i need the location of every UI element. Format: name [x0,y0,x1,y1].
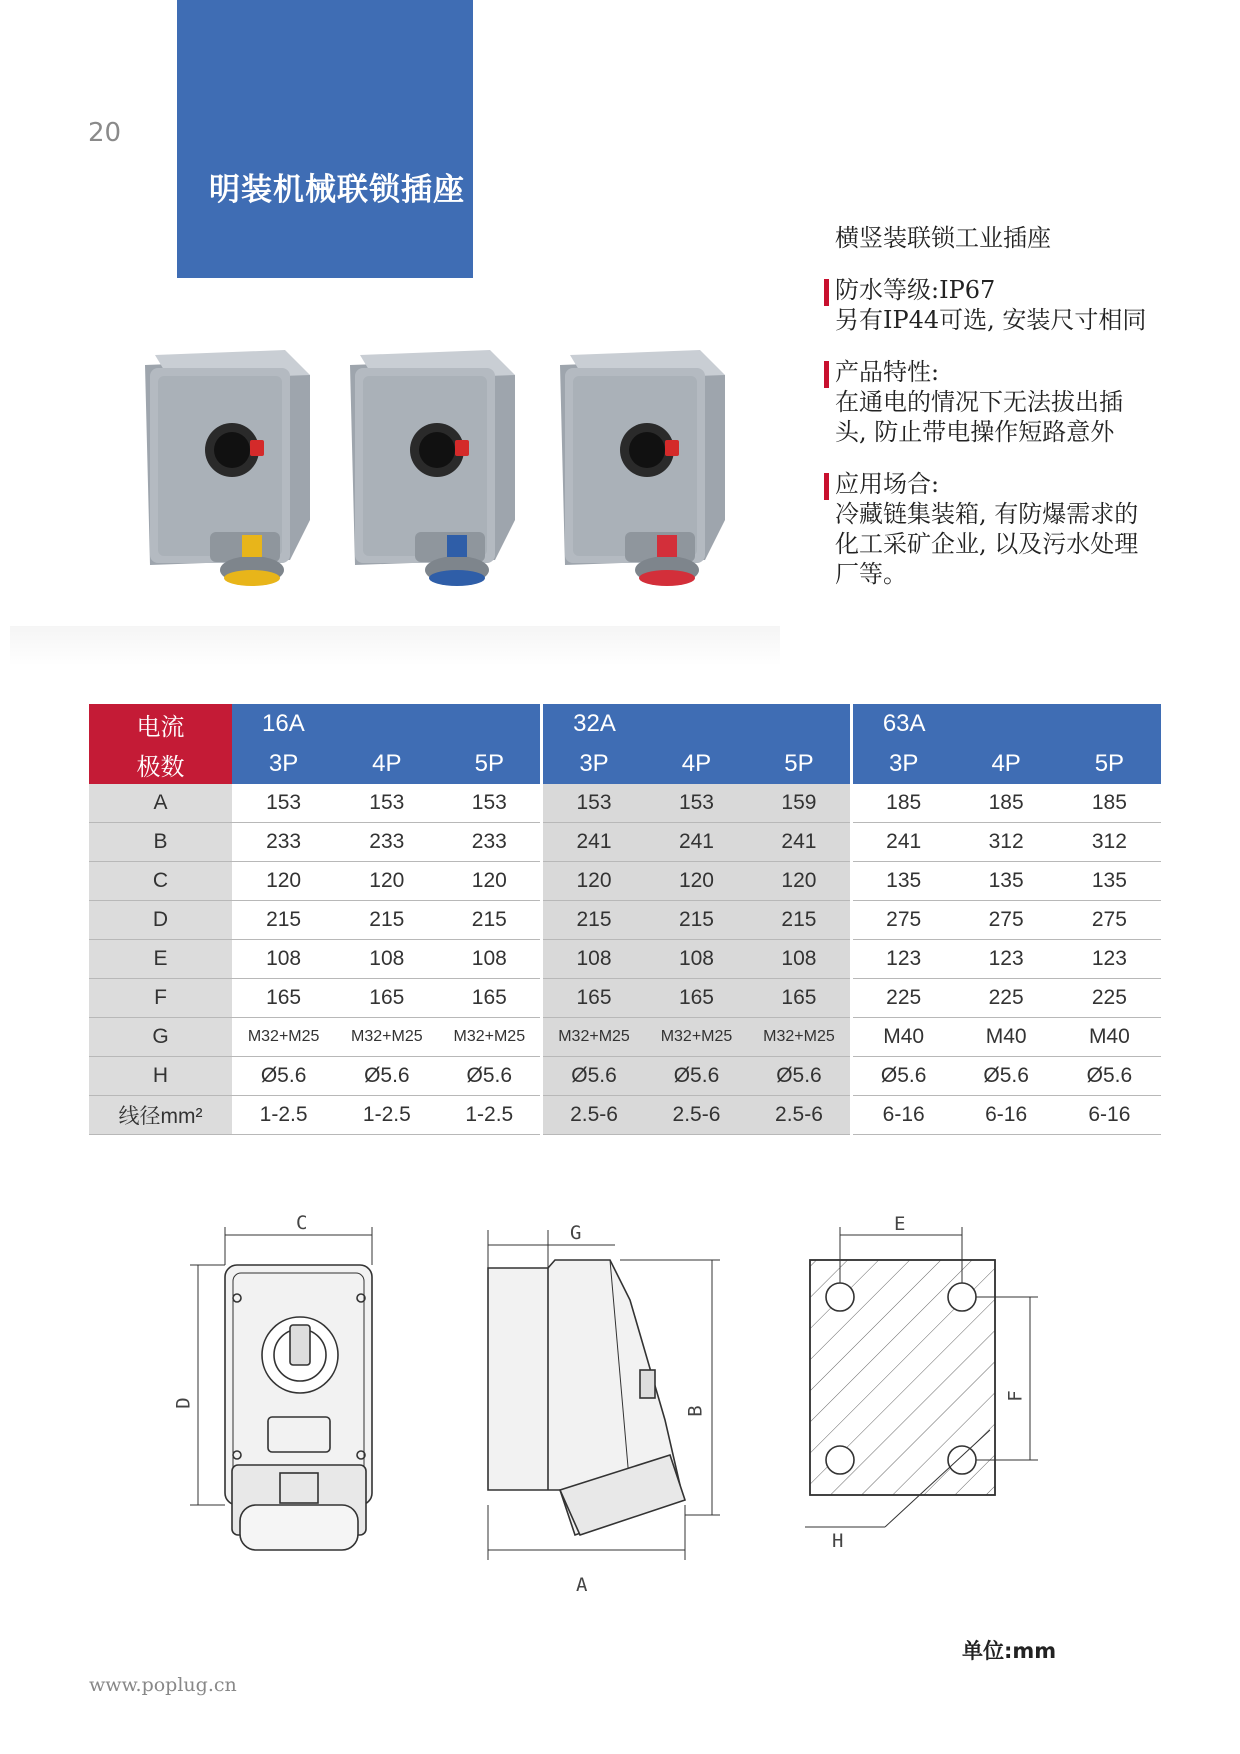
dim-label-e: E [894,1213,906,1235]
info-line: 在通电的情况下无法拔出插 [835,388,1123,416]
info-line: 冷藏链集装箱, 有防爆需求的 [835,500,1139,528]
table-cell: Ø5.6 [955,1057,1058,1096]
mounting-pattern-drawing [805,1227,1038,1527]
info-section-applications [835,469,1195,589]
info-panel [835,218,1195,589]
info-section-features [835,357,1195,447]
table-row [89,901,1161,940]
row-label: E [89,940,232,979]
table-cell: 215 [438,901,541,940]
pole-header: 5P [438,744,541,784]
row-label: H [89,1057,232,1096]
info-line: 化工采矿企业, 以及污水处理 [835,530,1139,558]
table-cell: 165 [542,979,645,1018]
table-cell: 233 [438,823,541,862]
footer-url: www.poplug.cn [89,1674,237,1696]
table-cell: 123 [1058,940,1161,979]
photo-shadow [10,626,780,666]
table-row [89,823,1161,862]
table-cell: Ø5.6 [232,1057,335,1096]
pole-header: 5P [1058,744,1161,784]
table-cell: 153 [335,784,438,823]
table-cell: 225 [851,979,954,1018]
table-row [89,784,1161,823]
table-cell: 1-2.5 [438,1096,541,1135]
table-cell: 165 [335,979,438,1018]
row-label: B [89,823,232,862]
table-cell: 108 [438,940,541,979]
group-header-16a: 16A [232,704,542,744]
table-cell: M32+M25 [645,1018,748,1057]
row-label: A [89,784,232,823]
table-cell: 108 [645,940,748,979]
technical-drawings [0,1205,1240,1625]
section-marker [824,361,829,388]
table-cell: 153 [645,784,748,823]
table-cell: M40 [955,1018,1058,1057]
page-number: 20 [88,118,122,148]
table-cell: 275 [955,901,1058,940]
dim-label-g: G [570,1222,582,1244]
table-cell: 225 [955,979,1058,1018]
table-cell: 120 [542,862,645,901]
dim-label-a: A [576,1574,588,1596]
info-line: 头, 防止带电操作短路意外 [835,418,1115,446]
table-cell: M32+M25 [542,1018,645,1057]
table-cell: 135 [851,862,954,901]
table-cell: 185 [1058,784,1161,823]
table-cell: 120 [748,862,851,901]
table-cell: 275 [1058,901,1161,940]
info-subtitle: 横竖装联锁工业插座 [835,224,1051,252]
table-cell: 120 [645,862,748,901]
table-row [89,1018,1161,1057]
table-cell: 312 [955,823,1058,862]
row-label: G [89,1018,232,1057]
product-illustration [0,340,800,670]
dim-label-c: C [296,1212,308,1234]
unit-label: 单位:mm [962,1639,1057,1663]
table-cell: 215 [232,901,335,940]
table-cell: 6-16 [1058,1096,1161,1135]
title-block [177,0,473,278]
table-row [89,940,1161,979]
label-poles: 极数 [89,744,232,784]
table-cell: 120 [438,862,541,901]
table-cell: 108 [335,940,438,979]
socket-product-image [350,350,515,586]
section-marker [824,279,829,306]
row-label: F [89,979,232,1018]
header-row-current [89,704,1161,744]
pole-header: 3P [232,744,335,784]
section-marker [824,473,829,500]
table-cell: 165 [232,979,335,1018]
dim-label-h: H [832,1530,844,1552]
table-cell: 120 [232,862,335,901]
label-current: 电流 [89,704,232,744]
table-cell: 135 [1058,862,1161,901]
table-cell: Ø5.6 [542,1057,645,1096]
table-cell: Ø5.6 [438,1057,541,1096]
table-cell: 165 [645,979,748,1018]
table-cell: 185 [955,784,1058,823]
table-row [89,979,1161,1018]
table-cell: 215 [645,901,748,940]
table-row [89,862,1161,901]
table-cell: 275 [851,901,954,940]
table-cell: 241 [748,823,851,862]
info-line: 厂等。 [835,560,907,588]
pole-header: 4P [955,744,1058,784]
table-cell: Ø5.6 [645,1057,748,1096]
table-cell: 6-16 [851,1096,954,1135]
product-photos [0,340,800,670]
table-cell: Ø5.6 [1058,1057,1161,1096]
table-cell: 215 [542,901,645,940]
table-cell: 185 [851,784,954,823]
spec-table [89,704,1161,1135]
table-cell: M32+M25 [748,1018,851,1057]
table-cell: 312 [1058,823,1161,862]
table-cell: Ø5.6 [748,1057,851,1096]
table-cell: 108 [542,940,645,979]
pole-header: 4P [645,744,748,784]
table-cell: 233 [335,823,438,862]
info-line: 另有IP44可选, 安装尺寸相同 [835,306,1147,334]
table-cell: 241 [542,823,645,862]
table-cell: 123 [851,940,954,979]
group-header-32a: 32A [542,704,852,744]
table-cell: 153 [232,784,335,823]
table-cell: 165 [748,979,851,1018]
group-header-63a: 63A [851,704,1161,744]
side-view-drawing [488,1230,720,1560]
table-cell: 2.5-6 [542,1096,645,1135]
table-cell: 159 [748,784,851,823]
info-line: 应用场合: [835,470,940,498]
table-cell: 135 [955,862,1058,901]
row-label: 线径mm² [89,1096,232,1135]
pole-header: 4P [335,744,438,784]
table-cell: M40 [851,1018,954,1057]
table-cell: 120 [335,862,438,901]
table-cell: 153 [542,784,645,823]
info-line: 产品特性: [835,358,940,386]
dim-label-d: D [172,1397,195,1409]
socket-product-image [145,350,310,586]
table-cell: 215 [335,901,438,940]
table-row [89,1096,1161,1135]
header-row-poles [89,744,1161,784]
table-cell: 241 [851,823,954,862]
table-cell: 6-16 [955,1096,1058,1135]
table-cell: 2.5-6 [748,1096,851,1135]
info-line: 防水等级:IP67 [835,276,996,304]
table-cell: M32+M25 [232,1018,335,1057]
table-cell: 233 [232,823,335,862]
row-label: C [89,862,232,901]
table-cell: 108 [748,940,851,979]
table-cell: 241 [645,823,748,862]
table-cell: 165 [438,979,541,1018]
table-row [89,1057,1161,1096]
info-section-rating [835,275,1195,335]
front-view-drawing [190,1227,372,1550]
table-cell: 215 [748,901,851,940]
table-cell: 1-2.5 [232,1096,335,1135]
socket-product-image [560,350,725,586]
dim-label-b: B [684,1405,707,1417]
page-title: 明装机械联锁插座 [209,172,465,208]
table-cell: Ø5.6 [335,1057,438,1096]
table-cell: Ø5.6 [851,1057,954,1096]
table-cell: 2.5-6 [645,1096,748,1135]
table-cell: M32+M25 [335,1018,438,1057]
dim-label-f: F [1004,1390,1027,1402]
table-cell: 108 [232,940,335,979]
pole-header: 5P [748,744,851,784]
table-cell: 153 [438,784,541,823]
table-cell: M32+M25 [438,1018,541,1057]
table-cell: 123 [955,940,1058,979]
table-cell: 225 [1058,979,1161,1018]
table-cell: 1-2.5 [335,1096,438,1135]
spec-table-body [89,784,1161,1135]
table-cell: M40 [1058,1018,1161,1057]
pole-header: 3P [542,744,645,784]
row-label: D [89,901,232,940]
pole-header: 3P [851,744,954,784]
